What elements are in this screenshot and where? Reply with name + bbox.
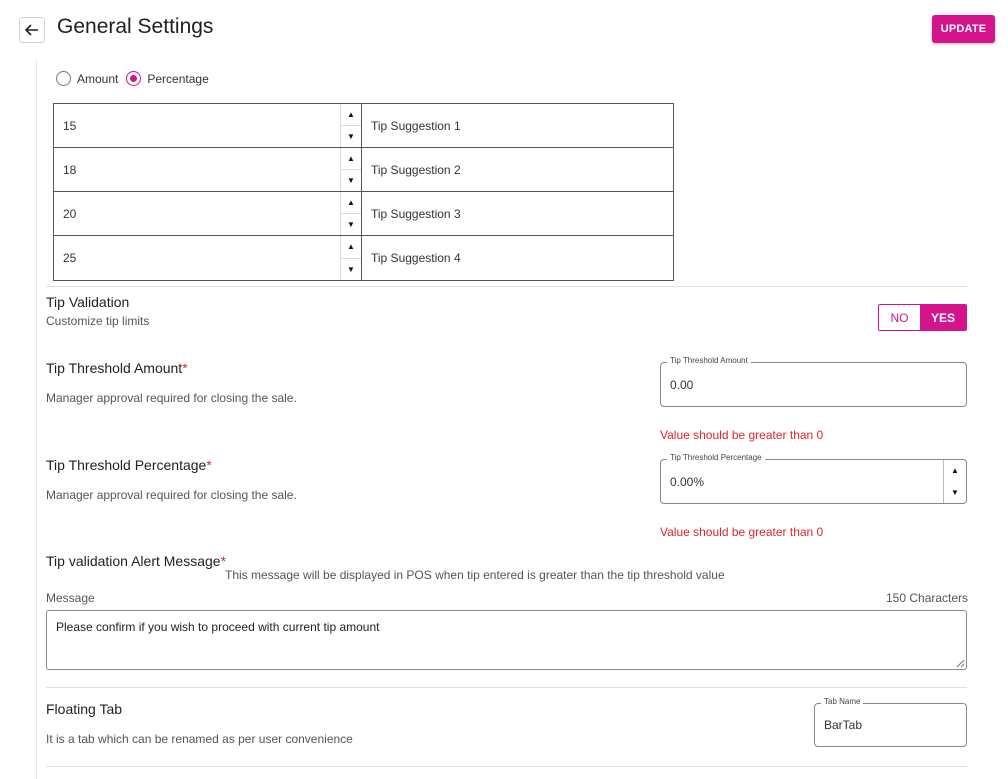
alert-message-hint: This message will be displayed in POS when tip entered is greater than the tip threshold value bbox=[225, 568, 725, 582]
alert-message-text[interactable]: Please confirm if you wish to proceed with current tip amount bbox=[56, 620, 380, 634]
number-spinner bbox=[340, 236, 362, 280]
tip-suggestion-row bbox=[54, 148, 673, 192]
tab-name-value[interactable]: BarTab bbox=[824, 718, 863, 732]
tip-suggestion-label: Tip Suggestion 4 bbox=[371, 251, 461, 265]
tab-name-field-label: Tab Name bbox=[821, 697, 863, 706]
threshold-percentage-value[interactable]: 0.00% bbox=[670, 474, 705, 489]
tip-suggestion-input[interactable]: 15 bbox=[63, 118, 77, 133]
spin-up-icon[interactable]: ▲ bbox=[341, 192, 361, 214]
divider bbox=[46, 286, 967, 287]
tip-suggestion-input[interactable]: 18 bbox=[63, 162, 77, 177]
floating-tab-title: Floating Tab bbox=[46, 701, 123, 717]
spin-down-icon[interactable]: ▼ bbox=[951, 487, 959, 497]
alert-message-title-text: Tip validation Alert Message bbox=[46, 553, 221, 569]
arrow-left-icon bbox=[25, 24, 39, 36]
spin-up-icon[interactable]: ▲ bbox=[341, 104, 361, 126]
tip-suggestion-row bbox=[54, 236, 673, 280]
required-marker: * bbox=[220, 553, 227, 569]
spin-down-icon[interactable]: ▼ bbox=[347, 132, 355, 141]
spin-down-icon[interactable]: ▼ bbox=[347, 176, 355, 185]
tab-name-field[interactable] bbox=[814, 697, 967, 747]
tip-suggestion-label: Tip Suggestion 1 bbox=[371, 118, 461, 133]
threshold-percentage-field-label: Tip Threshold Percentage bbox=[667, 453, 765, 462]
alert-message-title bbox=[46, 553, 226, 569]
update-button[interactable]: UPDATE bbox=[932, 15, 995, 43]
alert-message-textarea[interactable] bbox=[46, 610, 967, 670]
tip-suggestions-table bbox=[53, 103, 674, 281]
number-spinner bbox=[340, 192, 362, 235]
radio-percentage[interactable] bbox=[126, 71, 141, 86]
threshold-percentage-title bbox=[46, 457, 212, 473]
tip-validation-desc: Customize tip limits bbox=[46, 314, 150, 328]
number-spinner bbox=[340, 148, 362, 191]
tip-suggestion-label: Tip Suggestion 3 bbox=[371, 206, 461, 221]
radio-percentage-label[interactable]: Percentage bbox=[147, 71, 209, 86]
tip-validation-toggle bbox=[878, 304, 967, 331]
threshold-amount-desc: Manager approval required for closing the sale. bbox=[46, 391, 297, 405]
threshold-percentage-desc: Manager approval required for closing the sale. bbox=[46, 488, 297, 502]
page-title: General Settings bbox=[57, 15, 214, 38]
back-button[interactable] bbox=[19, 17, 45, 43]
char-limit-label: 150 Characters bbox=[886, 591, 969, 605]
threshold-amount-title bbox=[46, 360, 188, 376]
threshold-percentage-error: Value should be greater than 0 bbox=[660, 525, 824, 539]
content-border bbox=[36, 60, 37, 779]
toggle-yes-button[interactable]: YES bbox=[920, 305, 966, 330]
tip-suggestion-row bbox=[54, 192, 673, 236]
message-label: Message bbox=[46, 591, 95, 605]
threshold-amount-error: Value should be greater than 0 bbox=[660, 428, 824, 442]
tip-suggestion-input[interactable]: 25 bbox=[63, 251, 77, 265]
divider bbox=[46, 766, 967, 767]
divider bbox=[46, 687, 967, 688]
floating-tab-desc: It is a tab which can be renamed as per user convenience bbox=[46, 732, 353, 746]
tip-suggestion-label: Tip Suggestion 2 bbox=[371, 162, 461, 177]
required-marker: * bbox=[206, 457, 212, 473]
threshold-amount-field[interactable] bbox=[660, 356, 967, 407]
tip-validation-title: Tip Validation bbox=[46, 294, 130, 310]
threshold-amount-value[interactable]: 0.00 bbox=[670, 377, 694, 392]
number-spinner bbox=[943, 460, 966, 503]
radio-amount-label[interactable]: Amount bbox=[77, 71, 119, 86]
tip-suggestion-input[interactable]: 20 bbox=[63, 206, 77, 221]
threshold-percentage-field[interactable] bbox=[660, 453, 967, 504]
tip-type-radio-group bbox=[56, 71, 217, 86]
number-spinner bbox=[340, 104, 362, 147]
resize-handle-icon[interactable] bbox=[956, 659, 965, 668]
threshold-amount-field-label: Tip Threshold Amount bbox=[667, 356, 751, 365]
spin-down-icon[interactable]: ▼ bbox=[347, 264, 355, 274]
spin-up-icon[interactable]: ▲ bbox=[951, 466, 959, 476]
radio-amount[interactable] bbox=[56, 71, 71, 86]
required-marker: * bbox=[182, 360, 188, 376]
tip-suggestion-row bbox=[54, 104, 673, 148]
spin-up-icon[interactable]: ▲ bbox=[341, 236, 361, 259]
toggle-no-button[interactable]: NO bbox=[879, 305, 920, 330]
spin-up-icon[interactable]: ▲ bbox=[341, 148, 361, 170]
threshold-amount-title-text: Tip Threshold Amount bbox=[46, 360, 183, 376]
threshold-percentage-title-text: Tip Threshold Percentage bbox=[46, 457, 207, 473]
spin-down-icon[interactable]: ▼ bbox=[347, 220, 355, 229]
